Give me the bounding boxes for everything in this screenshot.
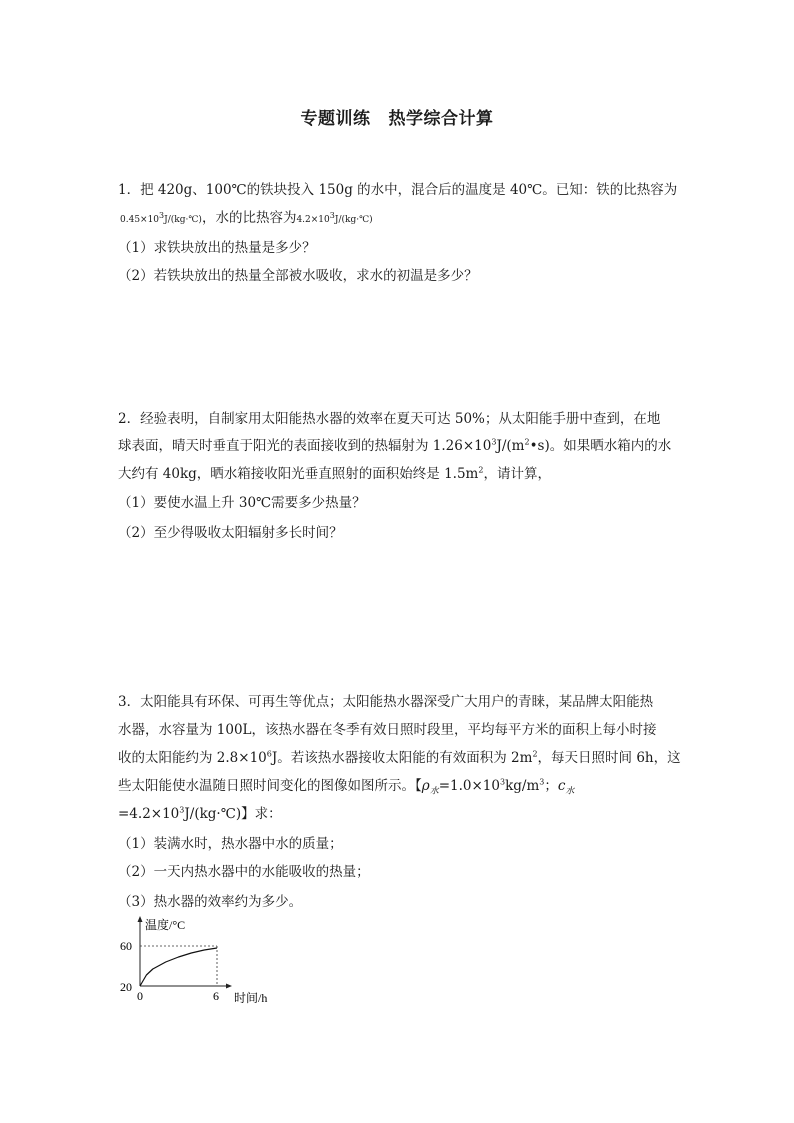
q1-water-heat-capacity: 4.2×103J/(kg·℃) [296,211,373,225]
title-part1: 专题训练 [300,109,371,129]
q1-sub2: （2）若铁块放出的热量全部被水吸收，求水的初温是多少？ [118,268,478,284]
q3-line2: 水器，水容量为 100L，该热水器在冬季有效日照时段里，平均每平方米的面积上每小时接 [118,722,657,738]
q3-sub2: （2）一天内热水器中的水能吸收的热量； [118,864,370,880]
q1-stem-line2 [120,206,373,226]
q1-stem-text: ，水的比热容为 [201,210,297,226]
temperature-curve [140,948,217,986]
y-axis-arrow [138,916,143,922]
q1-iron-heat-capacity: 0.45×103J/(kg·℃) [120,211,202,225]
q3-sub3: （3）热水器的效率约为多少。 [118,894,303,910]
q2-line3: 大约有 40kg，晒水箱接收阳光垂直照射的面积始终是 $1.5m^2$，请计算， [118,465,551,482]
q3-line3: 收的太阳能约为 $2.8\times 10^6J$。若该热水器接收太阳能的有效面积为 $2m^2$，每天日照时间 6h，这 [118,749,681,766]
y-tick-label-20: 20 [120,980,132,994]
y-tick-label-60: 60 [120,939,132,953]
x-tick-label-0: 0 [137,989,143,1003]
x-tick-label-6: 6 [213,989,219,1003]
q3-line1: 3．太阳能具有环保、可再生等优点；太阳能热水器深受广大用户的青睐，某品牌太阳能热 [118,694,654,710]
q3-sub1: （1）装满水时，热水器中水的质量； [118,836,343,852]
page-title [0,104,794,129]
x-axis-label: 时间/h [234,991,268,1005]
q1-sub1: （1）求铁块放出的热量是多少？ [118,240,316,256]
q2-line1: 2．经验表明，自制家用太阳能热水器的效率在夏天可达 50%；从太阳能手册中查到，在地 [118,411,661,427]
q2-line2: 球表面，晴天时垂直于阳光的表面接收到的热辐射为 $1.26\times 10^3J/(m^2•s)$。如果晒水箱内的水 [118,437,672,454]
q3-line4: 些太阳能使水温随日照时间变化的图像如图所示。【$\rho_水=1.0\times 10^3kg/m^3$；$c_水$ [118,777,575,797]
temperature-time-graph [118,914,288,1009]
x-axis-arrow [226,984,232,989]
q2-sub1: （1）要使水温上升 30℃需要多少热量？ [118,495,366,511]
q1-stem-line1: 1．把 420g、100℃的铁块投入 150g 的水中，混合后的温度是 40℃。已知：铁的比热容为 [118,182,678,198]
q2-sub2: （2）至少得吸收太阳辐射多长时间？ [118,525,343,541]
y-axis-label: 温度/°C [145,918,186,932]
title-part2: 热学综合计算 [388,109,494,129]
q3-line5: $=4.2\times 10^3J/(kg\cdot℃)$】求： [118,805,282,822]
